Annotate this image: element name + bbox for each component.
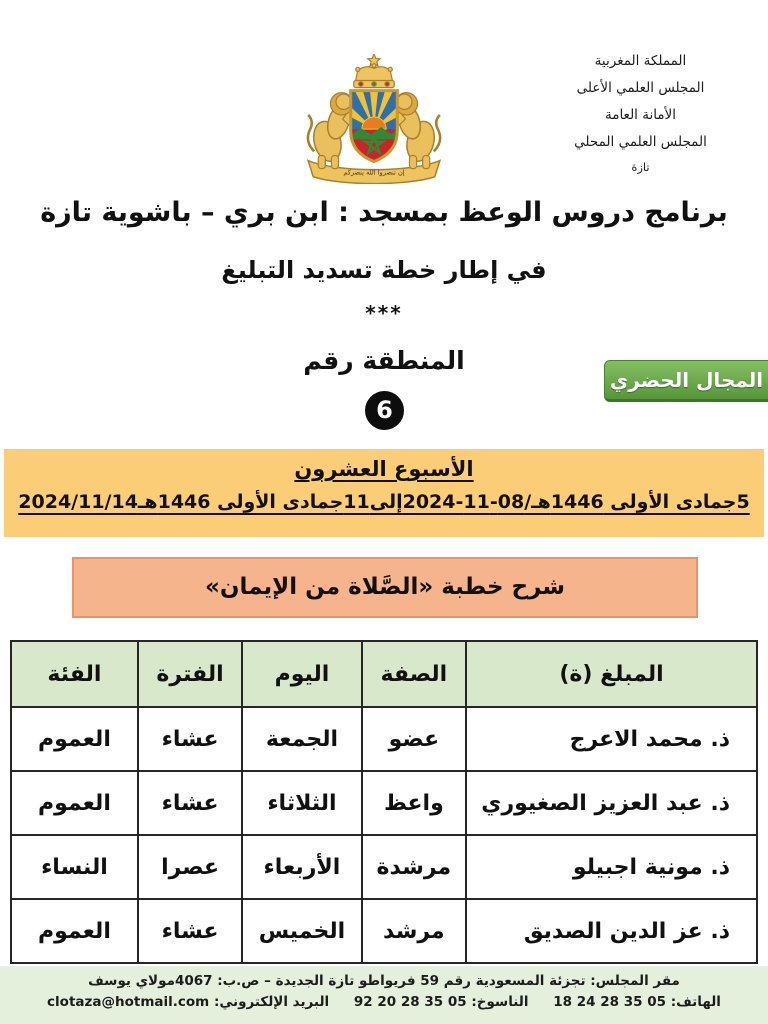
week-date-range: 5جمادى الأولى 1446هـ/08-11-2024إلى11جمادى الأولى 1446هـ2024/11/14 bbox=[18, 491, 750, 513]
table-row bbox=[11, 899, 757, 963]
cell-name: ذ. محمد الاعرج bbox=[466, 707, 757, 771]
sermon-banner: شرح خطبة «الصَّلاة من الإيمان» bbox=[72, 557, 698, 618]
fax-value: 05 35 28 20 92 bbox=[353, 994, 467, 1010]
cell-day: الجمعة bbox=[242, 707, 361, 771]
fax-label: الناسوخ: bbox=[471, 994, 529, 1010]
cell-period: عشاء bbox=[138, 771, 242, 835]
schedule-table bbox=[10, 640, 758, 964]
cell-category: العموم bbox=[11, 899, 138, 963]
org-line-city: تازة bbox=[631, 160, 650, 174]
week-title: الأسبوع العشرون bbox=[294, 457, 474, 481]
cell-period: عصرا bbox=[138, 835, 242, 899]
footer-address: مقر المجلس: تجزئة المسعودية رقم 59 فريواطو تازة الجديدة – ص.ب: 4067مولاي يوسف bbox=[88, 973, 680, 989]
col-header-day: اليوم bbox=[242, 641, 361, 707]
zone-number-badge bbox=[365, 391, 404, 430]
program-subtitle: في إطار خطة تسديد التبليغ bbox=[221, 256, 547, 284]
cell-category: العموم bbox=[11, 771, 138, 835]
col-header-role: الصفة bbox=[362, 641, 466, 707]
org-line-secretariat: الأمانة العامة bbox=[604, 107, 677, 123]
week-banner bbox=[4, 449, 764, 537]
table-row bbox=[11, 835, 757, 899]
col-header-period: الفترة bbox=[138, 641, 242, 707]
cell-role: مرشدة bbox=[362, 835, 466, 899]
cell-day: الأربعاء bbox=[242, 835, 361, 899]
cell-role: عضو bbox=[362, 707, 466, 771]
program-title: برنامج دروس الوعظ بمسجد : ابن بري – باشوية تازة bbox=[40, 197, 728, 228]
cell-name: ذ. عبد العزيز الصغيوري bbox=[466, 771, 757, 835]
footer bbox=[0, 966, 768, 1024]
footer-fax bbox=[354, 994, 529, 1010]
email-value: clotaza@hotmail.com bbox=[47, 994, 210, 1010]
table-row bbox=[11, 771, 757, 835]
phone-value: 05 35 28 24 18 bbox=[553, 994, 666, 1010]
cell-period: عشاء bbox=[138, 899, 242, 963]
col-header-communicator: المبلغ (ة) bbox=[466, 641, 757, 707]
cell-day: الثلاثاء bbox=[242, 771, 361, 835]
cell-category: العموم bbox=[11, 707, 138, 771]
org-header bbox=[523, 48, 758, 178]
moroccan-coat-of-arms-icon bbox=[298, 54, 450, 184]
email-label: البريد الإلكتروني: bbox=[213, 994, 330, 1010]
footer-email bbox=[47, 994, 329, 1010]
footer-phone bbox=[553, 994, 721, 1010]
table-row bbox=[11, 707, 757, 771]
cell-period: عشاء bbox=[138, 707, 242, 771]
cell-name: ذ. مونية اجبيلو bbox=[466, 835, 757, 899]
motto-text: إن تنصروا الله ينصركم bbox=[343, 168, 405, 177]
separator-stars: *** bbox=[365, 301, 403, 325]
cell-category: النساء bbox=[11, 835, 138, 899]
footer-contacts bbox=[0, 994, 768, 1010]
cell-day: الخميس bbox=[242, 899, 361, 963]
urban-area-badge: المجال الحضري bbox=[604, 360, 768, 402]
zone-label: المنطقة رقم bbox=[303, 346, 465, 375]
org-line-kingdom: المملكة المغربية bbox=[594, 53, 687, 69]
shield bbox=[351, 91, 398, 162]
org-line-council: المجلس العلمي الأعلى bbox=[576, 80, 705, 96]
cell-name: ذ. عز الدين الصديق bbox=[466, 899, 757, 963]
cell-role: واعظ bbox=[362, 771, 466, 835]
org-line-local-council: المجلس العلمي المحلي bbox=[574, 134, 707, 150]
col-header-category: الفئة bbox=[11, 641, 138, 707]
crown-icon bbox=[354, 54, 395, 87]
zone-number: 6 bbox=[376, 396, 393, 424]
cell-role: مرشد bbox=[362, 899, 466, 963]
table-header-row bbox=[11, 641, 757, 707]
phone-label: الهاتف: bbox=[670, 994, 721, 1010]
